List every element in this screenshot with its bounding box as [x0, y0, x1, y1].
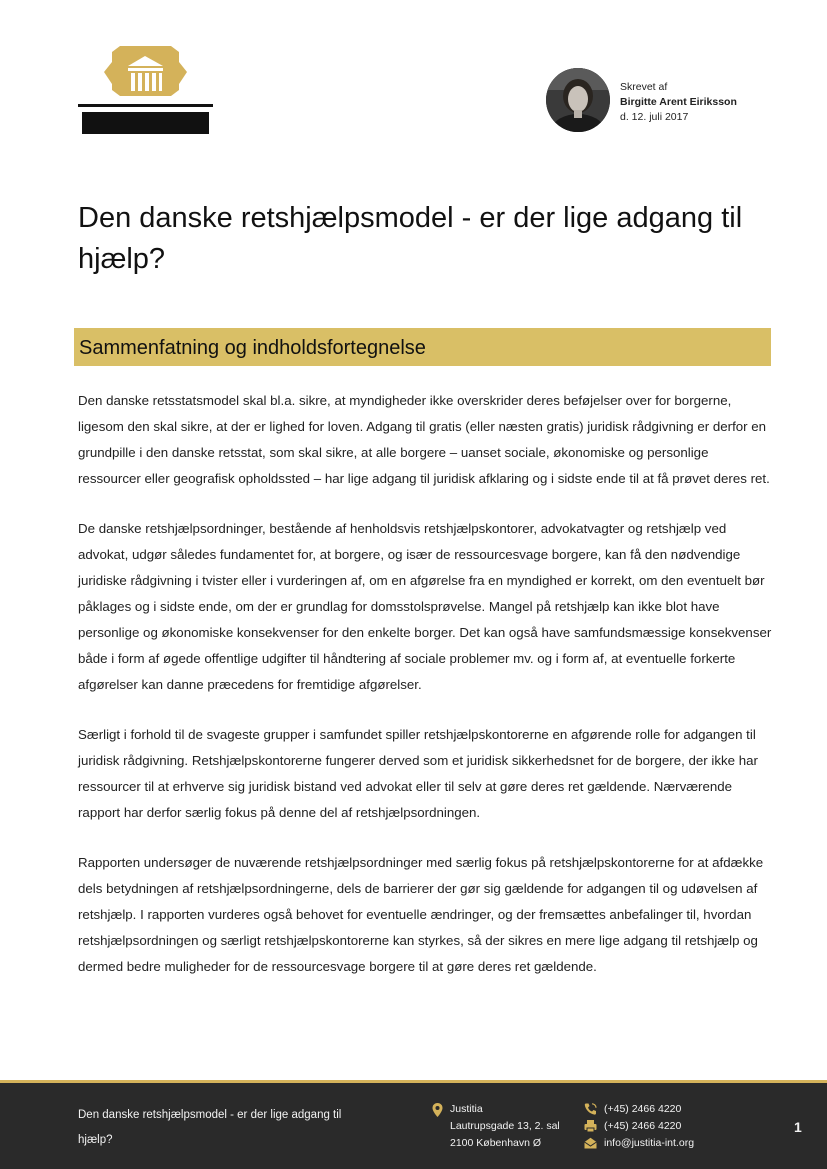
footer-contact — [584, 1101, 694, 1152]
footer-org-name: Justitia — [450, 1103, 483, 1115]
page-number: 1 — [794, 1119, 802, 1135]
justitia-logo — [78, 44, 213, 138]
location-pin-icon — [432, 1103, 443, 1117]
footer-address-line1: Lautrupsgade 13, 2. sal — [450, 1120, 560, 1132]
page-title: Den danske retshjælpsmodel - er der lige adgang til hjælp? — [78, 202, 743, 275]
author-avatar — [546, 68, 610, 132]
author-block — [546, 68, 766, 134]
author-portrait-icon — [546, 68, 610, 132]
body-text — [78, 388, 772, 1004]
footer-fax: (+45) 2466 4220 — [604, 1120, 682, 1132]
phone-icon — [584, 1103, 597, 1115]
section-heading: Sammenfatning og indholdsfortegnelse — [79, 337, 426, 359]
email-icon — [584, 1137, 597, 1149]
footer-email[interactable]: info@justitia-int.org — [604, 1137, 695, 1149]
footer-phone[interactable]: (+45) 2466 4220 — [604, 1103, 682, 1115]
author-name: Birgitte Arent Eiriksson — [620, 96, 737, 108]
written-by-label: Skrevet af — [620, 81, 668, 93]
footer-address — [432, 1101, 560, 1152]
publish-date: d. 12. juli 2017 — [620, 111, 689, 123]
footer-address-line2: 2100 København Ø — [450, 1137, 542, 1149]
paragraph: De danske retshjælpsordninger, bestående af henholdsvis retshjælpskontorer, advokatvagter og retshjælp ved advokat, udgør således fundamentet for, at borgere, og især de ressourcesvage borgere, kan få den nødvendige juridiske rådgivning i tvister eller i vurderingen af, om en afgørelse fra en myndighed er korrekt, om den eventuelt bør påklages og i sidste ende, om der er grundlag for domsstolsprøvelse. Mangel på retshjælp kan ikke blot have personlige og økonomiske konsekvenser for den enkelte borger. Det kan også have samfundsmæssige konsekvenser både i form af øgede offentlige udgifter til håndtering af sociale problemer mv. og i form af, at eventuelle forkerte afgørelser kan danne præcedens for fremtidige afgørelser. — [78, 521, 772, 692]
fax-icon — [584, 1120, 597, 1132]
footer-title: Den danske retshjælpsmodel - er der lige adgang til hjælp? — [78, 1109, 342, 1146]
footer — [0, 1083, 827, 1169]
section-heading-bar — [74, 328, 771, 366]
temple-logo-icon — [78, 44, 213, 138]
paragraph: Den danske retsstatsmodel skal bl.a. sikre, at myndigheder ikke overskrider deres beføjelser over for borgerne, ligesom den skal sikre, at der er lighed for loven. Adgang til gratis (eller næsten gratis) juridisk rådgivning er derfor en grundpille i den danske retsstat, som skal sikre, at alle borgere – uanset sociale, økonomiske og personlige ressourcer eller geografisk opholdssted – har lige adgang til juridisk afklaring og i sidste ende til at få prøvet deres ret. — [78, 393, 770, 486]
paragraph: Rapporten undersøger de nuværende retshjælpsordninger med særlig fokus på retshjælpskontorerne for at afdække dels betydningen af retshjælpsordningerne, dels de barrierer der gør sig gældende for adgangen til og udøvelsen af retshjælp. I rapporten vurderes også behovet for eventuelle ændringer, og der fremsættes anbefalinger til, hvordan retshjælpsordningen og særligt retshjælpskontorerne kan styrkes, så der sikres en mere lige adgang til retshjælp og dermed bedre muligheder for de ressourcesvage borgere til at gøre deres ret gældende. — [78, 855, 764, 974]
paragraph: Særligt i forhold til de svageste grupper i samfundet spiller retshjælpskontorerne en afgørende rolle for adgangen til juridisk rådgivning. Retshjælpskontorerne fungerer derved som et juridisk sikkerhedsnet for de borgere, der ikke har ressourcer til at erhverve sig juridisk bistand ved advokat eller til selv at gøre deres ret gældende. Nærværende rapport har derfor særlig fokus på denne del af retshjælpsordningen. — [78, 727, 758, 820]
